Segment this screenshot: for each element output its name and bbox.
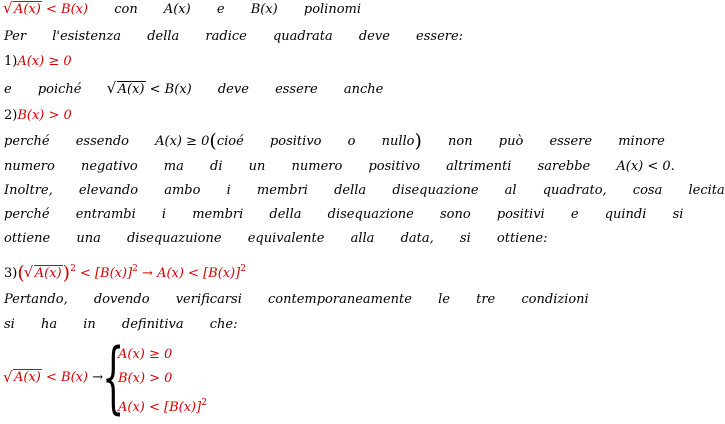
- word: A(x): [163, 2, 191, 17]
- word: cosa: [632, 183, 663, 198]
- sqrt-argument: A(x): [117, 82, 145, 97]
- word: della: [334, 183, 367, 198]
- word: dovendo: [93, 292, 150, 307]
- word: della: [269, 207, 302, 222]
- line-2: [4, 29, 463, 45]
- word: condizioni: [521, 292, 589, 307]
- exponent: 2: [132, 264, 138, 274]
- close-paren: ): [62, 262, 71, 284]
- sqrt-expression: √ A(x): [3, 0, 41, 17]
- word: ha: [40, 317, 58, 332]
- word: Inoltre,: [4, 183, 53, 198]
- line-4: [4, 79, 384, 98]
- sqrt-argument: A(x): [14, 370, 41, 385]
- case-3-expression: A(x) < [B(x)]: [118, 400, 202, 415]
- left-brace-icon: {: [102, 333, 125, 423]
- word: e: [4, 82, 12, 97]
- word: di: [210, 159, 223, 174]
- word: radice: [205, 29, 247, 44]
- line-7: [4, 159, 675, 175]
- word: elevando: [78, 183, 139, 198]
- word: definitiva: [121, 317, 184, 332]
- open-paren: (: [17, 262, 25, 284]
- condition-2: B(x) > 0: [17, 108, 72, 123]
- word: positivi: [496, 207, 545, 222]
- line-1: [4, 2, 361, 18]
- word: perché: [4, 134, 50, 149]
- condition-1: A(x) ≥ 0: [17, 54, 72, 69]
- sqrt-expression: √ A(x): [106, 79, 145, 97]
- word: ottiene: [4, 231, 51, 246]
- word: può: [498, 134, 524, 149]
- word: che:: [209, 317, 238, 332]
- system-case-3: [118, 398, 207, 415]
- word: i: [161, 207, 167, 222]
- word: quadrata: [272, 29, 333, 44]
- word: alla: [350, 231, 375, 246]
- word: positivo: [368, 159, 421, 174]
- system-case-2: B(x) > 0: [118, 371, 173, 386]
- word: disequazione: [392, 183, 479, 198]
- word: B(x): [250, 2, 278, 17]
- word: disequazuione: [126, 231, 222, 246]
- word: un: [248, 159, 266, 174]
- line-5: [4, 108, 72, 124]
- sqrt-argument: A(x): [14, 2, 41, 17]
- word: A(x) < 0.: [616, 159, 675, 174]
- sqrt-argument: A(x): [34, 266, 62, 281]
- system-case-1: A(x) ≥ 0: [118, 347, 173, 362]
- word: della: [147, 29, 180, 44]
- word: ma: [163, 159, 184, 174]
- word: anche: [343, 82, 384, 97]
- word: polinomi: [303, 2, 362, 17]
- arrow-icon: →: [92, 370, 104, 385]
- word: essere: [275, 82, 318, 97]
- exponent: 2: [240, 264, 246, 274]
- word: Pertando,: [4, 292, 68, 307]
- word: numero: [4, 159, 55, 174]
- arrow-icon: →: [142, 266, 153, 281]
- line-9: [4, 207, 683, 223]
- word: nullo: [381, 134, 415, 149]
- word: disequazione: [327, 207, 414, 222]
- line-3: [4, 54, 72, 70]
- word: perché: [4, 207, 50, 222]
- word: deve: [358, 29, 390, 44]
- word: deve: [217, 82, 249, 97]
- item-number: 3): [4, 266, 18, 281]
- word: ambo: [164, 183, 201, 198]
- word: contemporaneamente: [268, 292, 412, 307]
- word: essere:: [416, 29, 464, 44]
- line-11: [4, 261, 246, 282]
- word: numero: [291, 159, 343, 174]
- line-13: [4, 317, 238, 333]
- word: in: [83, 317, 96, 332]
- word: o: [347, 134, 356, 149]
- word: poiché: [37, 82, 82, 97]
- word: al: [504, 183, 517, 198]
- sqrt-expression: √ A(x): [23, 263, 62, 281]
- line-10: [4, 231, 547, 247]
- word: cioé: [216, 134, 244, 149]
- word: membri: [256, 183, 308, 198]
- condition-3: A(x) < [B(x)]: [157, 266, 241, 281]
- word: minore: [618, 134, 665, 149]
- expression: A(x) ≥ 0: [155, 134, 210, 149]
- inequality-rhs: < B(x): [149, 82, 192, 97]
- line-8: [4, 183, 725, 199]
- word: si: [4, 317, 15, 332]
- word: una: [76, 231, 101, 246]
- line-12: [4, 292, 589, 308]
- word: membri: [192, 207, 244, 222]
- word: si: [459, 231, 471, 246]
- word: non: [448, 134, 473, 149]
- word: data,: [400, 231, 434, 246]
- item-number: 2): [4, 108, 18, 123]
- word: si: [672, 207, 684, 222]
- word: con: [114, 2, 138, 17]
- word: essere: [549, 134, 593, 149]
- word: equivalente: [247, 231, 325, 246]
- close-paren: ): [414, 130, 422, 152]
- inequality-rhs: < B(x): [46, 2, 89, 17]
- word: e: [570, 207, 579, 222]
- word: essendo: [75, 134, 129, 149]
- word: positivo: [269, 134, 322, 149]
- word: altrimenti: [446, 159, 512, 174]
- word: quadrato,: [542, 183, 607, 198]
- word: negativo: [80, 159, 138, 174]
- word: i: [226, 183, 231, 198]
- word: ottiene:: [496, 231, 548, 246]
- inequality-rhs: < [B(x)]: [79, 266, 133, 281]
- exponent: 2: [70, 264, 76, 274]
- word: entrambi: [75, 207, 136, 222]
- sqrt-expression: √ A(x): [3, 368, 41, 386]
- inequality-rhs: < B(x): [46, 370, 89, 385]
- open-paren: (: [209, 130, 217, 152]
- word: le: [438, 292, 450, 307]
- word: sono: [440, 207, 471, 222]
- word: e: [216, 2, 225, 17]
- system-lhs: [4, 370, 103, 385]
- word: sarebbe: [537, 159, 591, 174]
- word: l'esistenza: [52, 29, 122, 44]
- line-6: [4, 130, 665, 152]
- word: verificarsi: [175, 292, 242, 307]
- exponent: 2: [201, 398, 207, 408]
- word: tre: [476, 292, 496, 307]
- word: quindi: [604, 207, 647, 222]
- word: Per: [4, 29, 27, 44]
- item-number: 1): [4, 54, 18, 69]
- word: lecita: [688, 183, 725, 198]
